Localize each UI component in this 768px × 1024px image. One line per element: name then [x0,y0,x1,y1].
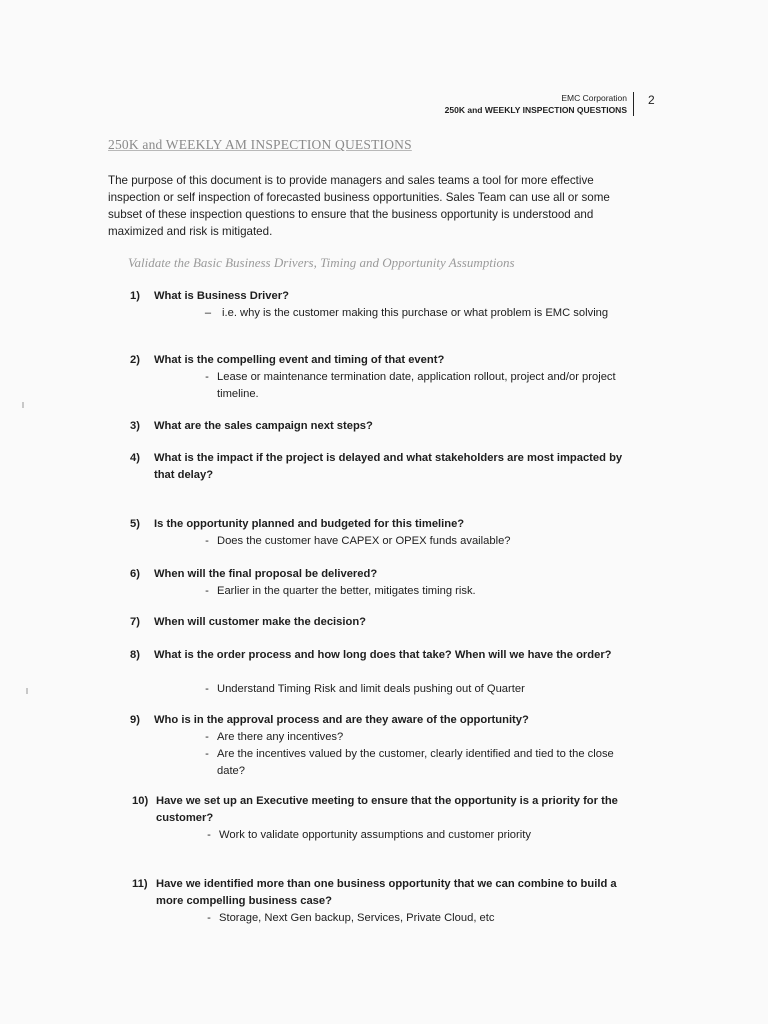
bullet-dash: - [205,535,209,547]
question-text: Have we set up an Executive meeting to ensure that the opportunity is a priority for the customer? [156,795,618,824]
bullet-dash: - [207,912,211,924]
sub-bullet-text: Understand Timing Risk and limit deals pushing out of Quarter [217,683,525,695]
header-subject: 250K and WEEKLY INSPECTION QUESTIONS [444,105,627,115]
bullet-dash: - [205,748,209,760]
question-number: 6) [130,568,140,580]
question-text: Who is in the approval process and are they aware of the opportunity? [154,714,529,726]
sub-bullet [197,729,640,746]
sub-bullet [197,369,640,403]
question-text: Have we identified more than one business opportunity that we can combine to build a more compelling business case? [156,878,617,907]
question-number: 2) [130,354,140,366]
question-number: 7) [130,616,140,628]
question-number: 4) [130,452,140,464]
question-item [130,352,640,403]
sub-bullet-text: Are the incentives valued by the customer, clearly identified and tied to the close date? [217,748,614,777]
header-company: EMC Corporation [561,93,627,103]
document-title: 250K and WEEKLY AM INSPECTION QUESTIONS [108,137,412,152]
bullet-dash: – [204,307,212,319]
scan-speck [26,688,28,694]
sub-bullet-text: Are there any incentives? [217,731,344,743]
question-item [130,418,640,435]
question-item [132,876,642,927]
question-text: What are the sales campaign next steps? [154,420,373,432]
question-text: What is the order process and how long does that take? When will we have the order? [154,649,612,661]
sub-bullet [197,681,650,698]
question-number: 5) [130,518,140,530]
question-item [130,450,640,484]
bullet-dash: - [205,683,209,695]
bullet-dash: - [207,829,211,841]
question-text: What is the impact if the project is delayed and what stakeholders are most impacted by that delay? [154,452,623,481]
sub-bullet [197,533,640,550]
question-item [130,712,640,780]
intro-paragraph: The purpose of this document is to provide managers and sales teams a tool for more effective inspection or self inspection of forecasted business opportunities. Sales Team can use all or some subset of these inspection questions to ensure that the business opportunity is understood and maximized and risk is mitigated. [108,174,610,238]
question-text: When will the final proposal be delivered? [154,568,378,580]
sub-bullet-text: Storage, Next Gen backup, Services, Private Cloud, etc [219,912,495,924]
page-number: 2 [648,93,655,107]
question-item [130,647,650,698]
sub-bullet-text: Work to validate opportunity assumptions and customer priority [219,829,531,841]
question-text: When will customer make the decision? [154,616,366,628]
section-heading: Validate the Basic Business Drivers, Timing and Opportunity Assumptions [128,255,515,270]
question-text: Is the opportunity planned and budgeted for this timeline? [154,518,465,530]
question-number: 1) [130,290,140,302]
question-text: What is the compelling event and timing of that event? [154,354,445,366]
scan-speck [22,402,24,408]
question-item [130,614,640,631]
sub-bullet [197,746,640,780]
sub-bullet-text: Does the customer have CAPEX or OPEX funds available? [217,535,511,547]
question-number: 8) [130,649,140,661]
question-item [132,793,642,844]
sub-bullet-text: Lease or maintenance termination date, application rollout, project and/or project timeline. [217,371,616,400]
bullet-dash: - [205,585,209,597]
bullet-dash: - [205,731,209,743]
sub-bullet [199,910,642,927]
question-item [130,288,640,322]
question-item [130,566,640,600]
question-number: 10) [132,795,149,807]
bullet-dash: - [205,371,209,383]
question-text: What is Business Driver? [154,290,289,302]
question-number: 11) [132,878,148,890]
question-number: 3) [130,420,140,432]
question-number: 9) [130,714,140,726]
sub-bullet [197,583,640,600]
sub-bullet [199,827,642,844]
question-item [130,516,640,550]
sub-bullet [198,305,640,322]
sub-bullet-text: Earlier in the quarter the better, mitigates timing risk. [217,585,476,597]
sub-bullet-text: i.e. why is the customer making this purchase or what problem is EMC solving [222,307,609,319]
